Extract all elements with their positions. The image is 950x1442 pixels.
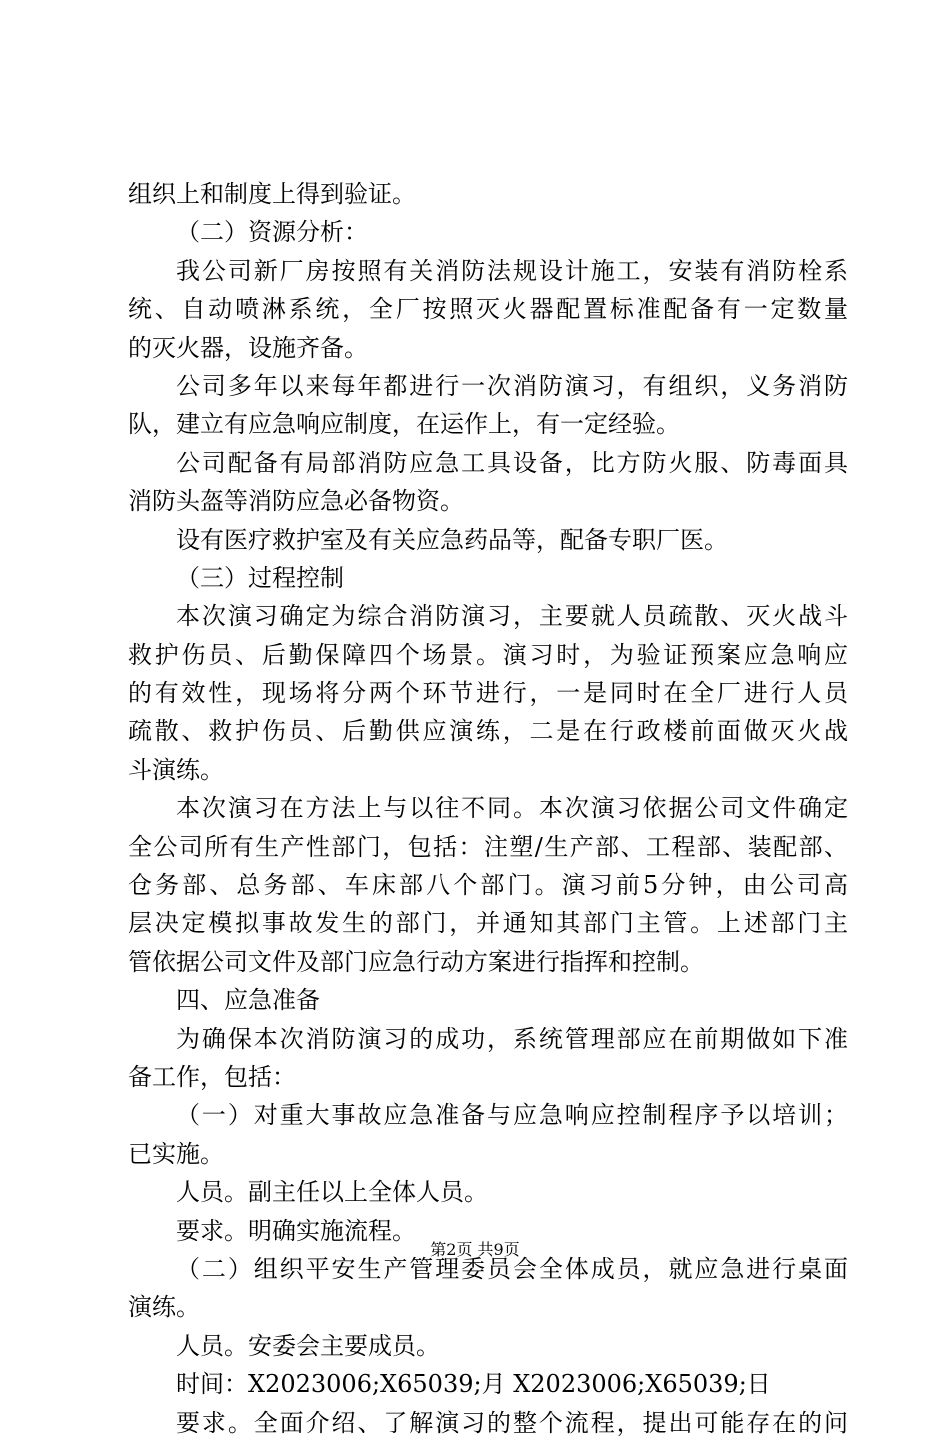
text-line: （一）对重大事故应急准备与应急响应控制程序予以培训； [176, 1101, 848, 1130]
text-line: 人员。安委会主要成员。 [176, 1331, 440, 1360]
text-line: 本次演习确定为综合消防演习，主要就人员疏散、灭火战斗 [176, 602, 848, 631]
text-line: 时间：X2023006;X65039;月 X2023006;X65039;日 [176, 1370, 771, 1399]
text-line: 为确保本次消防演习的成功，系统管理部应在前期做如下准 [176, 1024, 848, 1053]
text-line: 队，建立有应急响应制度，在运作上，有一定经验。 [128, 410, 680, 439]
text-line: 本次演习在方法上与以往不同。本次演习依据公司文件确定 [176, 794, 848, 823]
text-line: 管依据公司文件及部门应急行动方案进行指挥和控制。 [128, 947, 704, 976]
text-line: 仓务部、总务部、车床部八个部门。演习前5分钟，由公司高 [128, 871, 848, 900]
text-line: 公司多年以来每年都进行一次消防演习，有组织，义务消防 [176, 371, 848, 400]
text-line: 层决定模拟事故发生的部门，并通知其部门主管。上述部门主 [128, 909, 848, 938]
text-line: 救护伤员、后勤保障四个场景。演习时，为验证预案应急响应 [128, 640, 848, 669]
text-line: 组织上和制度上得到验证。 [128, 180, 416, 208]
section-heading-resource-analysis: （二）资源分析： [176, 218, 368, 247]
text-line: 全公司所有生产性部门，包括：注塑/生产部、工程部、装配部、 [128, 832, 848, 861]
text-line: 统、自动喷淋系统，全厂按照灭火器配置标准配备有一定数量 [128, 295, 848, 324]
text-line: 的有效性，现场将分两个环节进行，一是同时在全厂进行人员 [128, 679, 848, 708]
text-line: 要求。全面介绍、了解演习的整个流程，提出可能存在的问 [176, 1408, 848, 1437]
text-line: 备工作，包括： [128, 1062, 296, 1091]
text-line: （二）组织平安生产管理委员会全体成员，就应急进行桌面 [176, 1254, 848, 1283]
text-line: 演练。 [128, 1293, 200, 1322]
section-heading-process-control: （三）过程控制 [176, 563, 344, 592]
text-line: 的灭火器，设施齐备。 [128, 333, 368, 362]
section-heading-emergency-preparation: 四、应急准备 [176, 986, 320, 1015]
text-line: 消防头盔等消防应急必备物资。 [128, 487, 464, 516]
text-line: 斗演练。 [128, 755, 224, 784]
text-line: 已实施。 [128, 1139, 224, 1168]
text-line: 疏散、救护伤员、后勤供应演练，二是在行政楼前面做灭火战 [128, 717, 848, 746]
page-number-footer: 第2页 共9页 [430, 1240, 520, 1259]
text-line: 人员。副主任以上全体人员。 [176, 1178, 488, 1207]
text-line: 要求。明确实施流程。 [176, 1216, 416, 1245]
text-line: 设有医疗救护室及有关应急药品等，配备专职厂医。 [176, 525, 728, 554]
text-line: 我公司新厂房按照有关消防法规设计施工，安装有消防栓系 [176, 256, 848, 285]
text-line: 公司配备有局部消防应急工具设备，比方防火服、防毒面具 [176, 448, 848, 477]
